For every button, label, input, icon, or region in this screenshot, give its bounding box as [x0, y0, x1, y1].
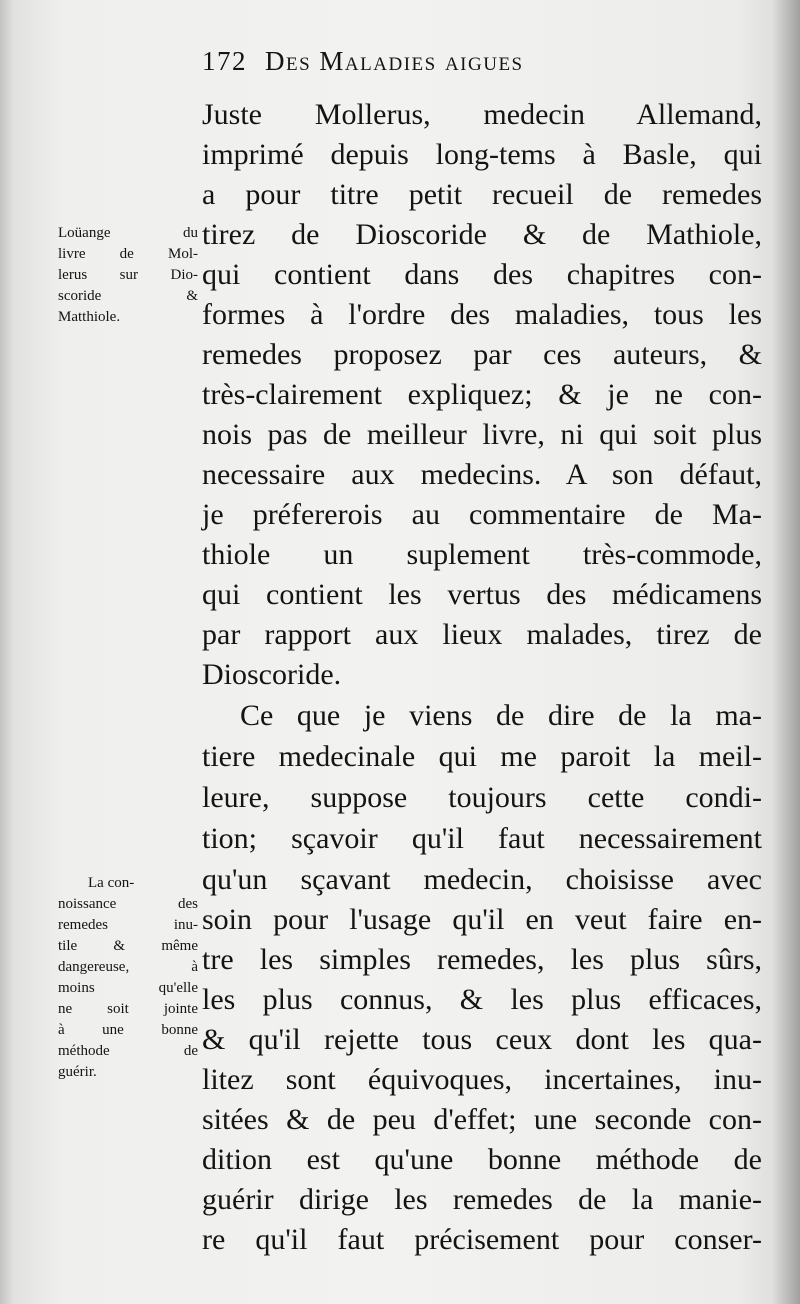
page-gutter-shadow — [772, 0, 800, 1304]
body-line: imprimé depuis long-tems à Basle, qui — [202, 138, 762, 171]
body-line: qu'un sçavant medecin, choisisse avec — [202, 863, 762, 896]
side-note-line: Matthiole. — [58, 309, 121, 325]
side-note-line: guérir. — [58, 1064, 97, 1080]
side-note-line: Loüange du — [58, 225, 198, 241]
body-line: tion; sçavoir qu'il faut necessairement — [202, 822, 762, 855]
body-line: leure, suppose toujours cette condi- — [202, 781, 762, 814]
body-line: tre les simples remedes, les plus sûrs, — [202, 943, 762, 976]
body-line: remedes proposez par ces auteurs, & — [202, 338, 762, 371]
body-line: dition est qu'une bonne méthode de — [202, 1143, 762, 1176]
running-head — [202, 46, 524, 77]
side-note-line: méthode de — [58, 1043, 198, 1059]
body-line: les plus connus, & les plus efficaces, — [202, 983, 762, 1016]
body-line: qui contient dans des chapitres con- — [202, 258, 762, 291]
side-note-line: moins qu'elle — [58, 980, 198, 996]
page-left-edge-shadow — [0, 0, 14, 1304]
side-note-1 — [58, 223, 198, 328]
body-line: tiere medecinale qui me paroit la meil- — [202, 740, 762, 773]
side-note-line: remedes inu- — [58, 917, 198, 933]
body-line: très-clairement expliquez; & je ne con- — [202, 378, 762, 411]
body-line: Dioscoride. — [202, 658, 342, 691]
page-number: 172 — [202, 46, 247, 76]
body-line: formes à l'ordre des maladies, tous les — [202, 298, 762, 331]
body-line: nois pas de meilleur livre, ni qui soit plus — [202, 418, 762, 451]
body-line: soin pour l'usage qu'il en veut faire en- — [202, 903, 762, 936]
body-line: je préfererois au commentaire de Ma- — [202, 498, 762, 531]
side-note-line: tile & même — [58, 938, 198, 954]
running-head-title: Des Maladies aigues — [265, 46, 524, 76]
body-line: sitées & de peu d'effet; une seconde con- — [202, 1103, 762, 1136]
body-line: a pour titre petit recueil de remedes — [202, 178, 762, 211]
side-note-line: livre de Mol- — [58, 246, 198, 262]
body-line: litez sont équivoques, incertaines, inu- — [202, 1063, 762, 1096]
body-line: necessaire aux medecins. A son défaut, — [202, 458, 762, 491]
side-note-line: La con- — [88, 875, 135, 891]
body-line: guérir dirige les remedes de la manie- — [202, 1183, 762, 1216]
body-line: par rapport aux lieux malades, tirez de — [202, 618, 762, 651]
body-line: tirez de Dioscoride & de Mathiole, — [202, 218, 762, 251]
side-note-line: lerus sur Dio- — [58, 267, 198, 283]
body-line: Juste Mollerus, medecin Allemand, — [202, 98, 762, 131]
body-line: qui contient les vertus des médicamens — [202, 578, 762, 611]
side-note-line: ne soit jointe — [58, 1001, 198, 1017]
side-note-line: dangereuse, à — [58, 959, 198, 975]
body-line: thiole un suplement très-commode, — [202, 538, 762, 571]
body-line: re qu'il faut précisement pour conser- — [202, 1223, 762, 1256]
side-note-line: noissance des — [58, 896, 198, 912]
body-line: & qu'il rejette tous ceux dont les qua- — [202, 1023, 762, 1056]
body-line: Ce que je viens de dire de la ma- — [240, 699, 762, 732]
side-note-line: scoride & — [58, 288, 198, 304]
side-note-2 — [58, 873, 198, 1083]
side-note-line: à une bonne — [58, 1022, 198, 1038]
